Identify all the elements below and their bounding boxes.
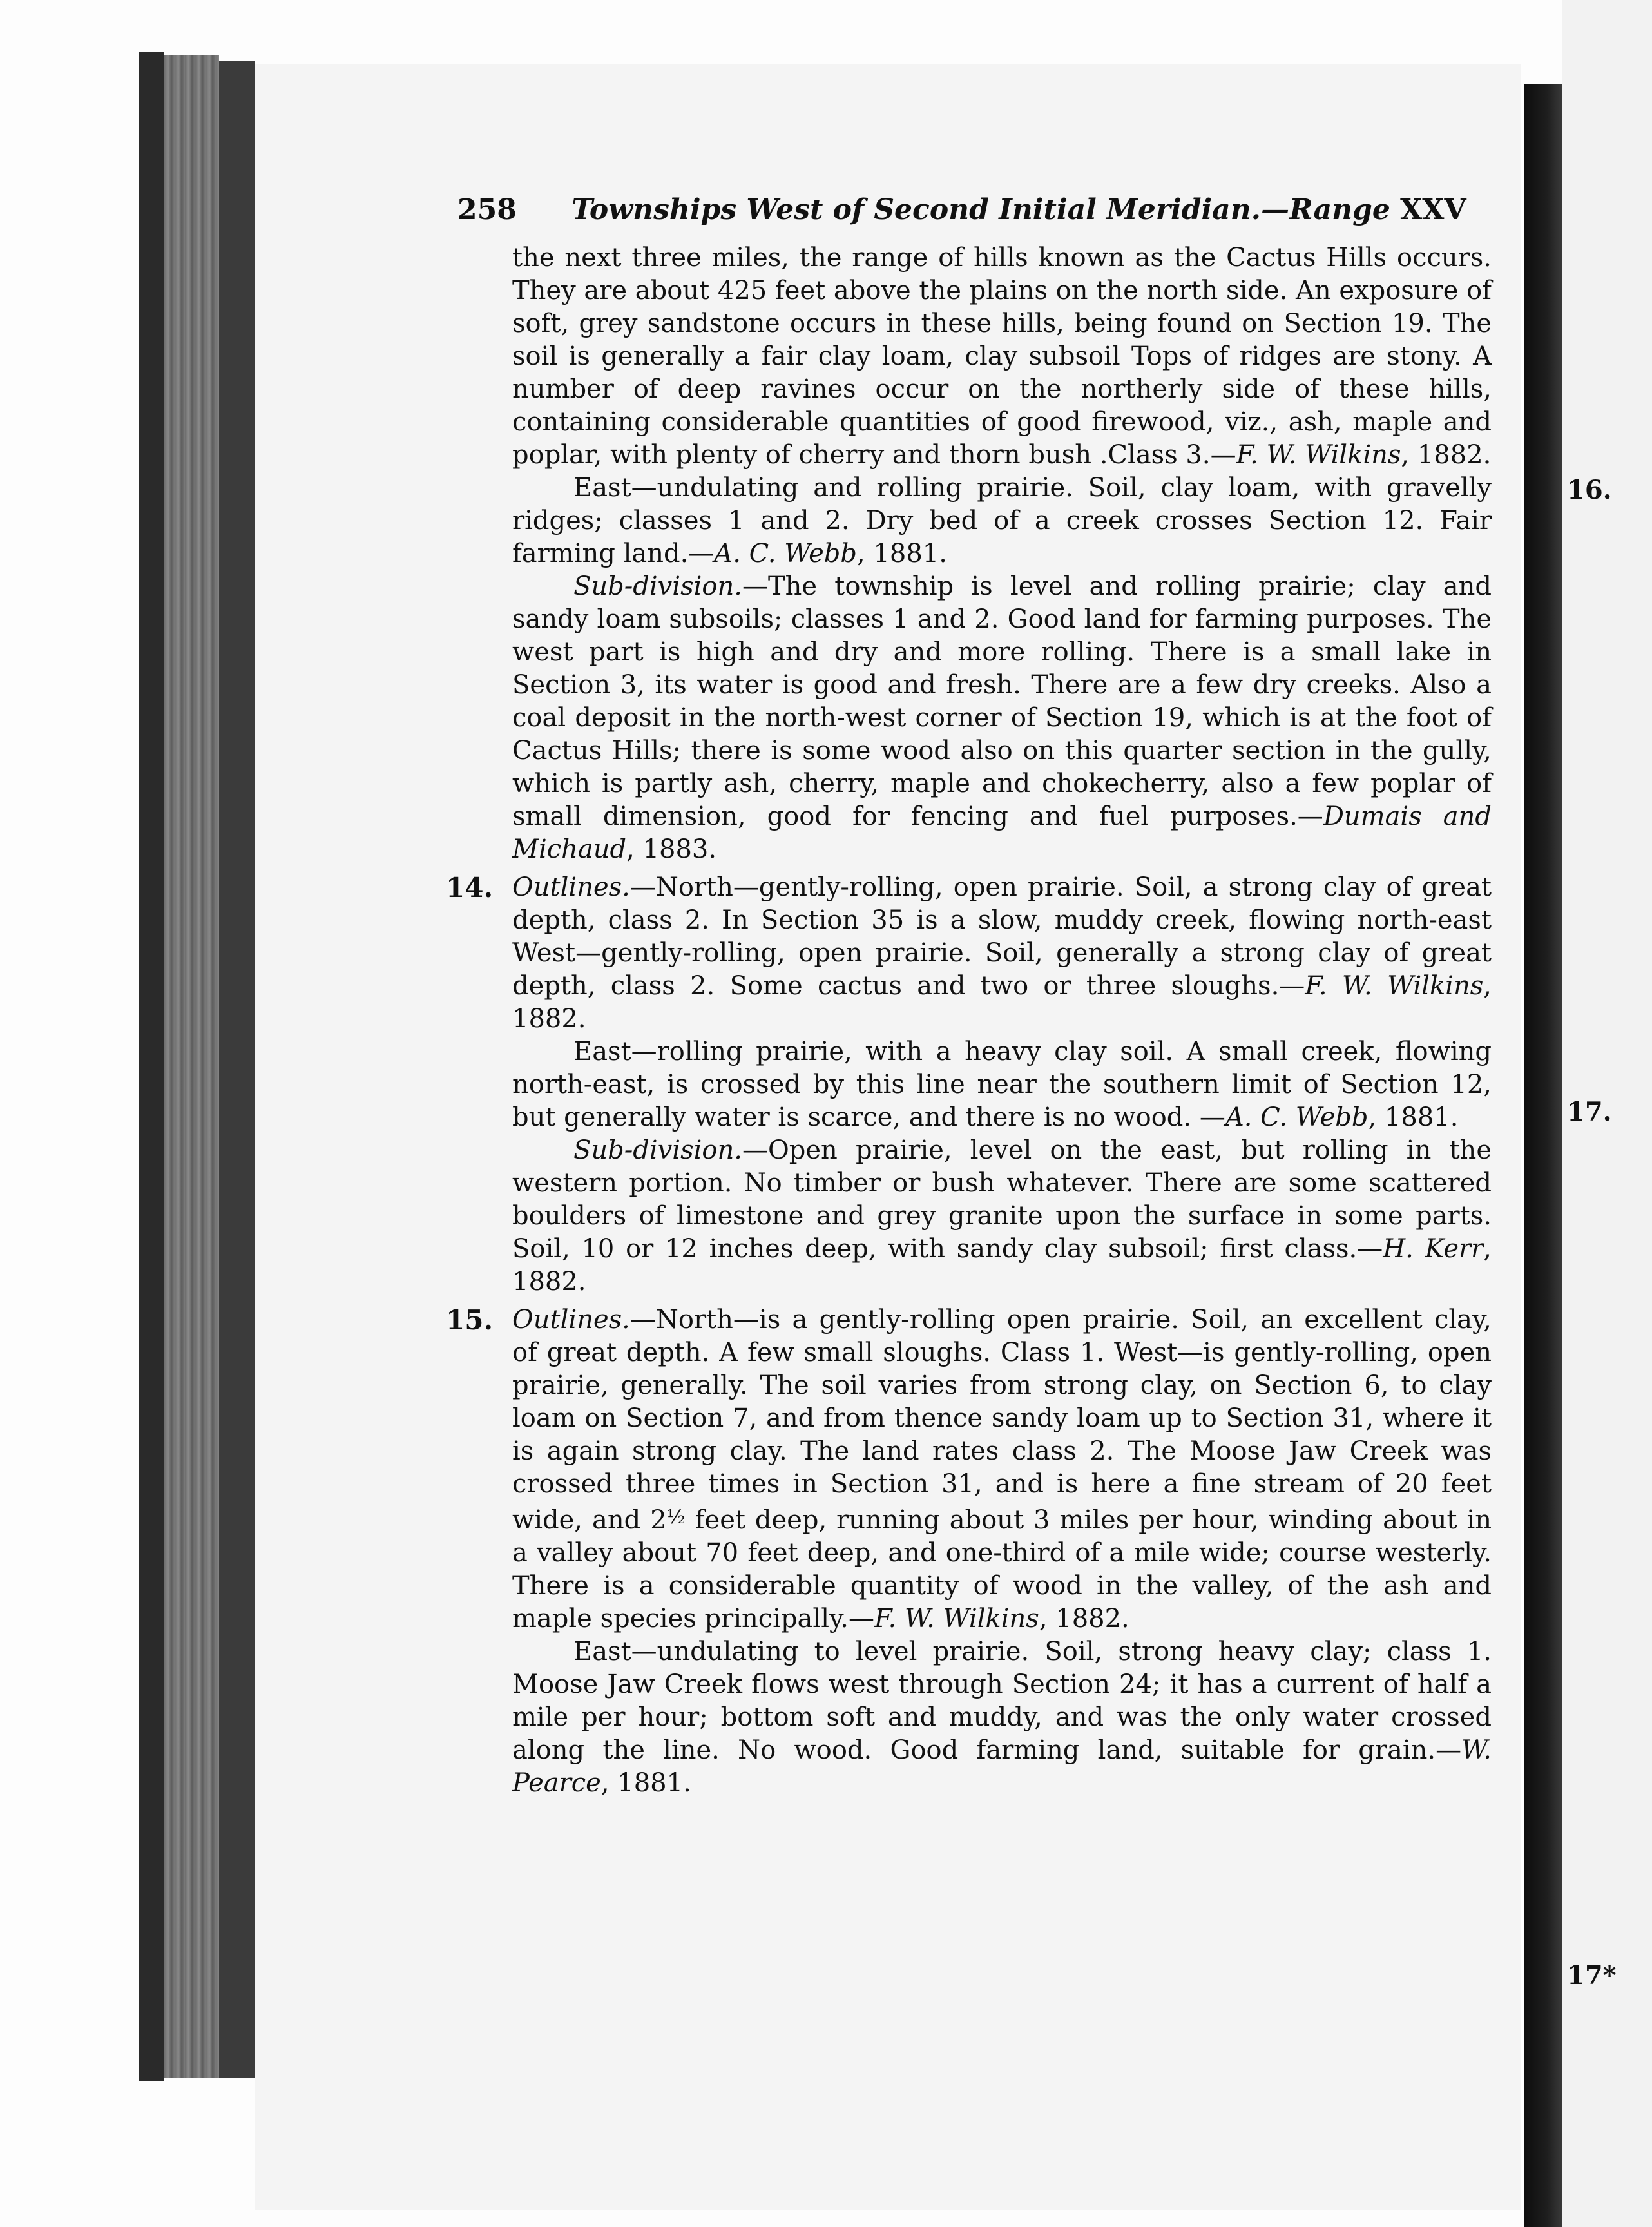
paragraph: Outlines.—North—is a gently-rolling open prairie. Soil, an excellent clay, of great depth. A few small sloughs. Class 1. West—is gently-rolling, open prairie, generally. The soil varies from strong clay, on Section 6, to clay loam on Section 7, and from thence sandy loam up to Section 31, where it is again strong clay. The land rates class 2. The Moose Jaw Creek was crossed three times in Section 31, and is here a fine stream of 20 feet wide, and $2^{\frac{1}{2}}$ feet deep, running about 3 miles per hour, winding about in a valley about 70 feet deep, and one-third of a mile wide; course westerly. There is a considerable quantity of wood in the valley, of the ash and maple species principally.—F. W. Wilkins, 1882.	[512, 1305, 1492, 1634]
running-title: Townships West of Second Initial Meridian.—Range	[571, 193, 1390, 226]
paragraph: East—undulating to level prairie. Soil, strong heavy clay; class 1. Moose Jaw Creek flows west through Section 24; it has a current of half a mile per hour; bottom soft and muddy, and was the only water crossed along the line. No wood. Good farming land, suitable for grain.—W. Pearce, 1881.	[512, 1637, 1492, 1798]
range-number: XXV	[1400, 193, 1466, 226]
paragraph: East—undulating and rolling prairie. Soil, clay loam, with gravelly ridges; classes 1 and 2. Dry bed of a creek crosses Section 12. Fair farming land.—A. C. Webb, 1881.	[512, 473, 1492, 568]
running-header	[457, 193, 1466, 226]
page-inner-edge	[219, 61, 255, 2078]
page-number: 258	[457, 193, 517, 226]
page-stack-edge	[164, 55, 219, 2078]
township-entry-14	[446, 871, 1492, 1298]
entry-number: 15.	[446, 1304, 494, 1336]
entry-number: 14.	[446, 872, 494, 903]
book-gutter	[1524, 84, 1562, 2227]
paragraph: Sub-division.—The township is level and rolling prairie; clay and sandy loam subsoils; classes 1 and 2. Good land for farming purposes. The west part is high and dry and more rolling. There is a small lake in Section 3, its water is good and fresh. There are a few dry creeks. Also a coal deposit in the north-west corner of Section 19, which is at the foot of Cactus Hills; there is some wood also on this quarter section in the gully, which is partly ash, cherry, maple and chokecherry, also a few poplar of small dimension, good for fencing and fuel purposes.—Dumais and Michaud, 1883.	[512, 572, 1492, 864]
book-spine-edge	[139, 52, 164, 2081]
facing-entry-number: 17.	[1567, 1097, 1612, 1127]
paragraph: Outlines.—North—gently-rolling, open prairie. Soil, a strong clay of great depth, class 2. In Section 35 is a slow, muddy creek, flowing north-east West—gently-rolling, open prairie. Soil, generally a strong clay of great depth, class 2. Some cactus and two or three sloughs.—F. W. Wilkins, 1882.	[512, 872, 1492, 1034]
body-text	[446, 242, 1492, 1800]
facing-entry-number: 16.	[1567, 475, 1612, 505]
facing-entry-number: 17*	[1567, 1960, 1617, 1991]
paragraph: Sub-division.—Open prairie, level on the east, but rolling in the western portion. No timber or bush whatever. There are some scattered boulders of limestone and grey granite upon the surface in some parts. Soil, 10 or 12 inches deep, with sandy clay subsoil; first class.—H. Kerr, 1882.	[512, 1135, 1492, 1297]
township-entry-15	[446, 1304, 1492, 1800]
paragraph: East—rolling prairie, with a heavy clay soil. A small creek, flowing north-east, is crossed by this line near the southern limit of Section 12, but generally water is scarce, and there is no wood. —A. C. Webb, 1881.	[512, 1037, 1492, 1132]
paragraph: the next three miles, the range of hills known as the Cactus Hills occurs. They are about 425 feet above the plains on the north side. An exposure of soft, grey sandstone occurs in these hills, being found on Section 19. The soil is generally a fair clay loam, clay subsoil Tops of ridges are stony. A number of deep ravines occur on the northerly side of these hills, containing considerable quantities of good firewood, viz., ash, maple and poplar, with plenty of cherry and thorn bush .Class 3.—F. W. Wilkins, 1882.	[512, 243, 1492, 470]
